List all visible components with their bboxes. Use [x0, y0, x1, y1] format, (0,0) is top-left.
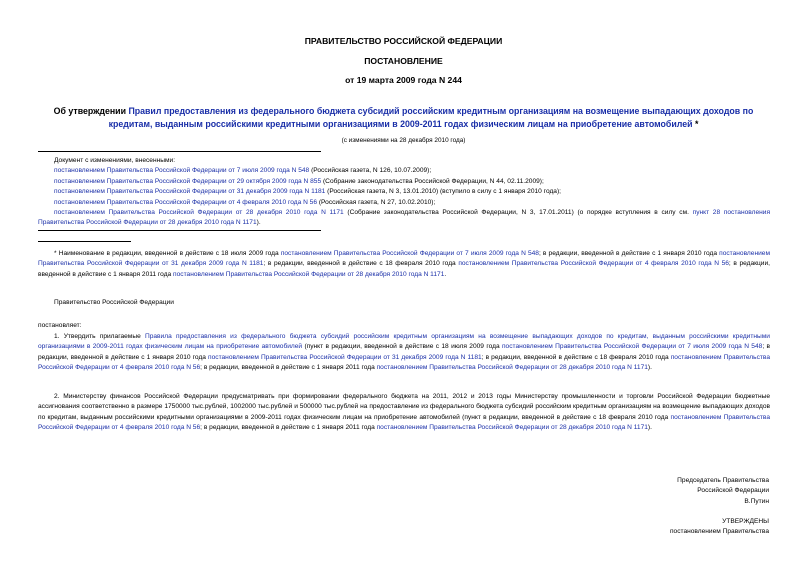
amendment-source: (Собрание законодательства Российской Федерации, N 3, 17.01.2011) (о порядке вступления в силу см.	[343, 209, 693, 216]
footnote-text: ; в редакции, введенной в действие с 1 января 2011 года	[38, 260, 771, 278]
separator-rule	[38, 151, 321, 152]
paragraph-text: ; в редакции, введенной в действие с 18 февраля 2010 года	[481, 353, 671, 361]
paragraph-text: ).	[647, 364, 652, 372]
amendment-effective-link[interactable]: пункт 28 постановления Правительства Российской Федерации от 28 декабря 2010 года N 1171	[38, 209, 771, 227]
paragraph-text: ).	[647, 424, 652, 432]
approval-heading: УТВЕРЖДЕНЫ	[722, 518, 769, 525]
footnote-link[interactable]: постановлением Правительства Российской Федерации от 4 февраля 2010 года N 56	[458, 260, 729, 268]
rules-link[interactable]: Правила предоставления из федерального бюджета субсидий российским кредитным организациям на возмещение выпадающих доходов по кредитам, выданным российскими кредитными организациями в 2009-2011 годах физическим лицам на приобретение автомобилей	[38, 333, 770, 351]
amendment-link[interactable]: постановлением Правительства Российской Федерации от 4 февраля 2010 года N 56	[54, 198, 318, 206]
paragraph-text: 2. Министерству финансов Российской Федерации предусматривать при формировании федерального бюджета на 2011, 2012 и 2013 годы Министерству промышленности и торговли Российской Федерации бюджетные ассигнования соответственно в размере 1750000 тыс.рублей, 1002000 тыс.рублей и 500000 тыс.рублей на предоставление из федерального бюджета субсидий российским кредитным организациям на возмещение выпадающих доходов по кредитам, выданным российскими кредитными организациями в 2009-2011 годах физическим лицам на приобретение автомобилей (пункт в редакции, введенной в действие с 18 февраля 2010 года	[38, 393, 770, 421]
approval-source: постановлением Правительства	[669, 528, 769, 536]
amendment-link[interactable]: постановлением Правительства Российской Федерации от 28 декабря 2010 года N 1171	[376, 424, 648, 432]
paragraph-text: ; в редакции, введенной в действие с 1 января 2010 года	[38, 343, 770, 361]
amendment-link[interactable]: постановлением Правительства Российской Федерации от 28 декабря 2010 года N 1171	[54, 209, 344, 216]
government-line: Правительство Российской Федерации	[54, 299, 174, 306]
amendment-item	[54, 187, 770, 197]
footnote-text: * Наименование в редакции, введенной в действие с 18 июля 2009 года	[54, 250, 281, 257]
amendment-end: ).	[256, 219, 261, 227]
paragraph-text: 1. Утвердить прилагаемые	[54, 333, 145, 340]
amendment-link[interactable]: постановлением Правительства Российской Федерации от 4 февраля 2010 года N 56	[38, 353, 770, 372]
paragraph-1	[38, 332, 770, 374]
title-rules-link[interactable]: Правил предоставления из федерального бюджета субсидий российским кредитным организациям на возмещение выпадающих доходов по кредитам, выданным российскими кредитными организациями в 2009-2011 годах физическим лицам на приобретение автомобилей	[108, 106, 754, 129]
government-heading: ПРАВИТЕЛЬСТВО РОССИЙСКОЙ ФЕДЕРАЦИИ	[304, 36, 503, 46]
amendment-source: (Российская газета, N 126, 10.07.2009);	[309, 167, 432, 175]
decrees-line: постановляет:	[38, 322, 82, 329]
footnote-rule	[38, 241, 131, 242]
footnote-text: ; в редакции, введенной в действие с 18 февраля 2010 года	[263, 260, 459, 268]
amendment-item-last	[38, 208, 770, 229]
amendment-item	[54, 166, 770, 176]
document-title	[40, 105, 767, 131]
footnote-link[interactable]: постановлением Правительства Российской Федерации от 28 декабря 2010 года N 1171	[173, 270, 445, 278]
amendment-source: (Российская газета, N 3, 13.01.2010) (вступило в силу с 1 января 2010 года);	[325, 188, 562, 196]
footnote-link[interactable]: постановлением Правительства Российской Федерации от 31 декабря 2009 года N 1181	[38, 250, 770, 268]
title-footnote-mark: *	[692, 119, 699, 129]
paragraph-text: (пункт в редакции, введенной в действие с 18 июля 2009 года	[302, 343, 502, 351]
edit-note: (с изменениями на 28 декабря 2010 года)	[341, 137, 466, 144]
title-prefix: Об утверждении	[53, 106, 129, 116]
footnote-text: .	[444, 270, 447, 278]
footnote-link[interactable]: постановлением Правительства Российской Федерации от 7 июля 2009 года N 548	[280, 250, 539, 257]
amendment-link[interactable]: постановлением Правительства Российской Федерации от 28 декабря 2010 года N 1171	[376, 364, 648, 372]
amendment-item	[54, 198, 770, 208]
approval-block	[670, 517, 769, 538]
amendment-item	[54, 177, 770, 187]
amendment-link[interactable]: постановлением Правительства Российской Федерации от 4 февраля 2010 года N 56	[38, 413, 771, 432]
paragraph-2	[38, 392, 770, 434]
amendment-link[interactable]: постановлением Правительства Российской Федерации от 7 июля 2009 года N 548	[501, 343, 763, 351]
paragraph-text: ; в редакции, введенной в действие с 1 января 2011 года	[200, 424, 377, 432]
amendment-source: (Собрание законодательства Российской Федерации, N 44, 02.11.2009);	[321, 177, 544, 185]
amendment-link[interactable]: постановлением Правительства Российской Федерации от 7 июля 2009 года N 548	[54, 167, 310, 175]
amendments-list	[54, 156, 770, 208]
amendment-link[interactable]: постановлением Правительства Российской Федерации от 31 декабря 2009 года N 1181	[54, 188, 326, 196]
document-type-heading: ПОСТАНОВЛЕНИЕ	[364, 56, 443, 66]
title-footnote	[38, 249, 770, 280]
amendment-link[interactable]: постановлением Правительства Российской Федерации от 29 октября 2009 года N 855	[54, 177, 322, 185]
amendment-link[interactable]: постановлением Правительства Российской Федерации от 31 декабря 2009 года N 1181	[208, 353, 482, 361]
amendments-intro: Документ с изменениями, внесенными:	[54, 157, 176, 164]
paragraph-text: ; в редакции, введенной в действие с 1 января 2011 года	[200, 364, 377, 372]
footnote-text: ; в редакции, введенной в действие с 1 января 2010 года	[538, 250, 720, 257]
separator-rule	[38, 230, 321, 231]
signatory-country: Российской Федерации	[697, 487, 769, 495]
signatory-position: Председатель Правительства	[677, 477, 769, 484]
amendment-source: (Российская газета, N 27, 10.02.2010);	[317, 198, 436, 206]
signatory-name: В.Путин	[744, 497, 769, 505]
document-date-number: от 19 марта 2009 года N 244	[345, 75, 462, 85]
signature-block	[677, 476, 769, 507]
